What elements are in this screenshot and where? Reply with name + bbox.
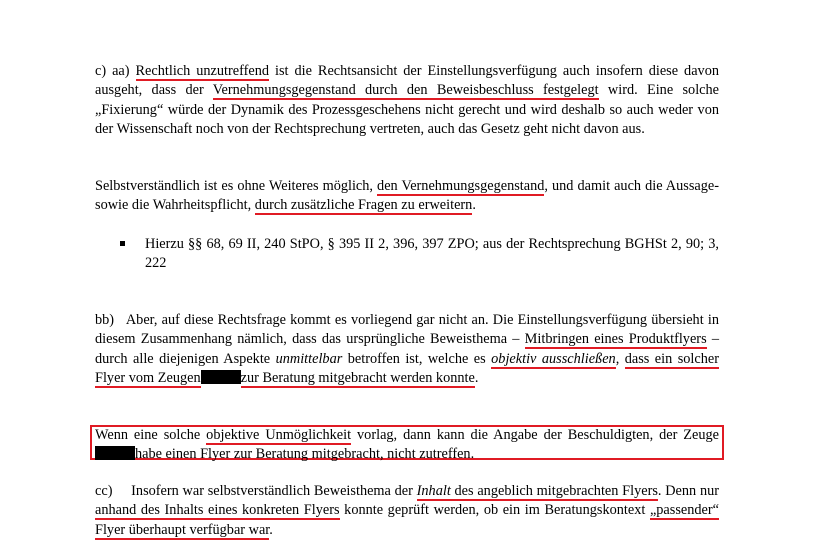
paragraph-c-prefix: c) aa) (95, 63, 136, 79)
paragraph-bb (95, 311, 719, 388)
paragraph-c-text-2: wird. Eine solche „Fixierung“ würde der Dynamik des Prozessgeschehens nicht gerecht und wird deshalb so auch weder von der Wissenschaft noch von der Rechtsprechung vertreten, auch das Gesetz geht nicht davon aus. (95, 82, 720, 137)
underlined-den-vernehmungsgegenstand: den Vernehmungsgegenstand (377, 178, 545, 194)
underlined-objektiv-ausschliessen: objektiv ausschließen (491, 350, 616, 367)
underlined-flyer-vom-zeugen: dass ein solcher Flyer vom Zeugen (95, 350, 719, 386)
paragraph-cc-text-1: cc) Insofern war selbstverständlich Beweisthema der (95, 483, 417, 499)
paragraph-bb-text-1: bb) Aber, auf diese Rechtsfrage kommt es vorliegend gar nicht an. Die Einstellungsverfügung übersieht in diesem Zusammenhang nämlich, dass das ursprüngliche Beweisthema – (95, 312, 719, 348)
paragraph-boxed-text-3: habe einen Flyer zur Beratung mitgebracht, nicht zutreffen. (135, 446, 475, 463)
bullet-reference (145, 235, 719, 274)
underlined-mitgebrachten-flyers: des angeblich mitgebrachten Flyers (450, 483, 658, 499)
paragraph-self-text-3: . (472, 197, 476, 214)
paragraph-c-text-1: ist die Rechtsansicht der Einstellungsverfügung auch insofern diese davon ausgeht, dass der (95, 63, 719, 99)
paragraph-cc-text-4: . (269, 521, 273, 538)
paragraph-selbstverstaendlich (95, 177, 719, 216)
underlined-mitbringen-produktflyers: Mitbringen eines Produktflyers (524, 331, 707, 348)
paragraph-boxed-text-2: vorlag, dann kann die Angabe der Beschuldigten, der Zeuge (351, 427, 720, 443)
paragraph-bb-text-4: , (615, 350, 625, 367)
underlined-objektive-unmoeglichkeit: objektive Unmöglichkeit (206, 427, 352, 443)
italic-unmittelbar: unmittelbar (275, 350, 343, 367)
underlined-rechtlich-unzutreffend: Rechtlich unzutreffend (135, 63, 270, 79)
paragraph-cc-text-2: . Denn nur (657, 483, 720, 499)
paragraph-boxed (95, 426, 719, 465)
underlined-inhalt-konkreten-flyers: anhand des Inhalts eines konkreten Flyers (95, 502, 340, 519)
underlined-inhalt: Inhalt (416, 483, 451, 499)
paragraph-boxed-text-1: Wenn eine solche (95, 427, 207, 443)
paragraph-c-aa (95, 62, 719, 139)
bullet-text: Hierzu §§ 68, 69 II, 240 StPO, § 395 II 2, 396, 397 ZPO; aus der Rechtsprechung BGHSt 2, 90; 3, 222 (145, 236, 719, 272)
underlined-passender-flyer: „passender“ Flyer überhaupt verfügbar war (95, 502, 719, 538)
redaction-bar (201, 370, 241, 384)
paragraph-bb-text-5: . (474, 369, 479, 386)
paragraph-bb-text-3: betroffen ist, welche es (342, 350, 492, 367)
paragraph-cc (95, 482, 719, 540)
paragraph-self-text-1: Selbstverständlich ist es ohne Weiteres möglich, (95, 178, 378, 194)
paragraph-self-text-2: , und damit auch die Aussage- sowie die Wahrheitspflicht, (95, 178, 719, 214)
paragraph-bb-text-2: – durch alle diejenigen Aspekte (95, 331, 720, 367)
underlined-fragen-erweitern: durch zusätzliche Fragen zu erweitern (254, 197, 473, 214)
paragraph-cc-text-3: konnte geprüft werden, ob ein im Beratungskontext (339, 502, 650, 519)
underlined-zur-beratung-mitgebracht: zur Beratung mitgebracht werden konnte (240, 369, 475, 386)
bullet-square-icon (120, 241, 125, 246)
underlined-vernehmungsgegenstand-festgelegt: Vernehmungsgegenstand durch den Beweisbeschluss festgelegt (212, 82, 599, 99)
redaction-bar (95, 446, 135, 460)
